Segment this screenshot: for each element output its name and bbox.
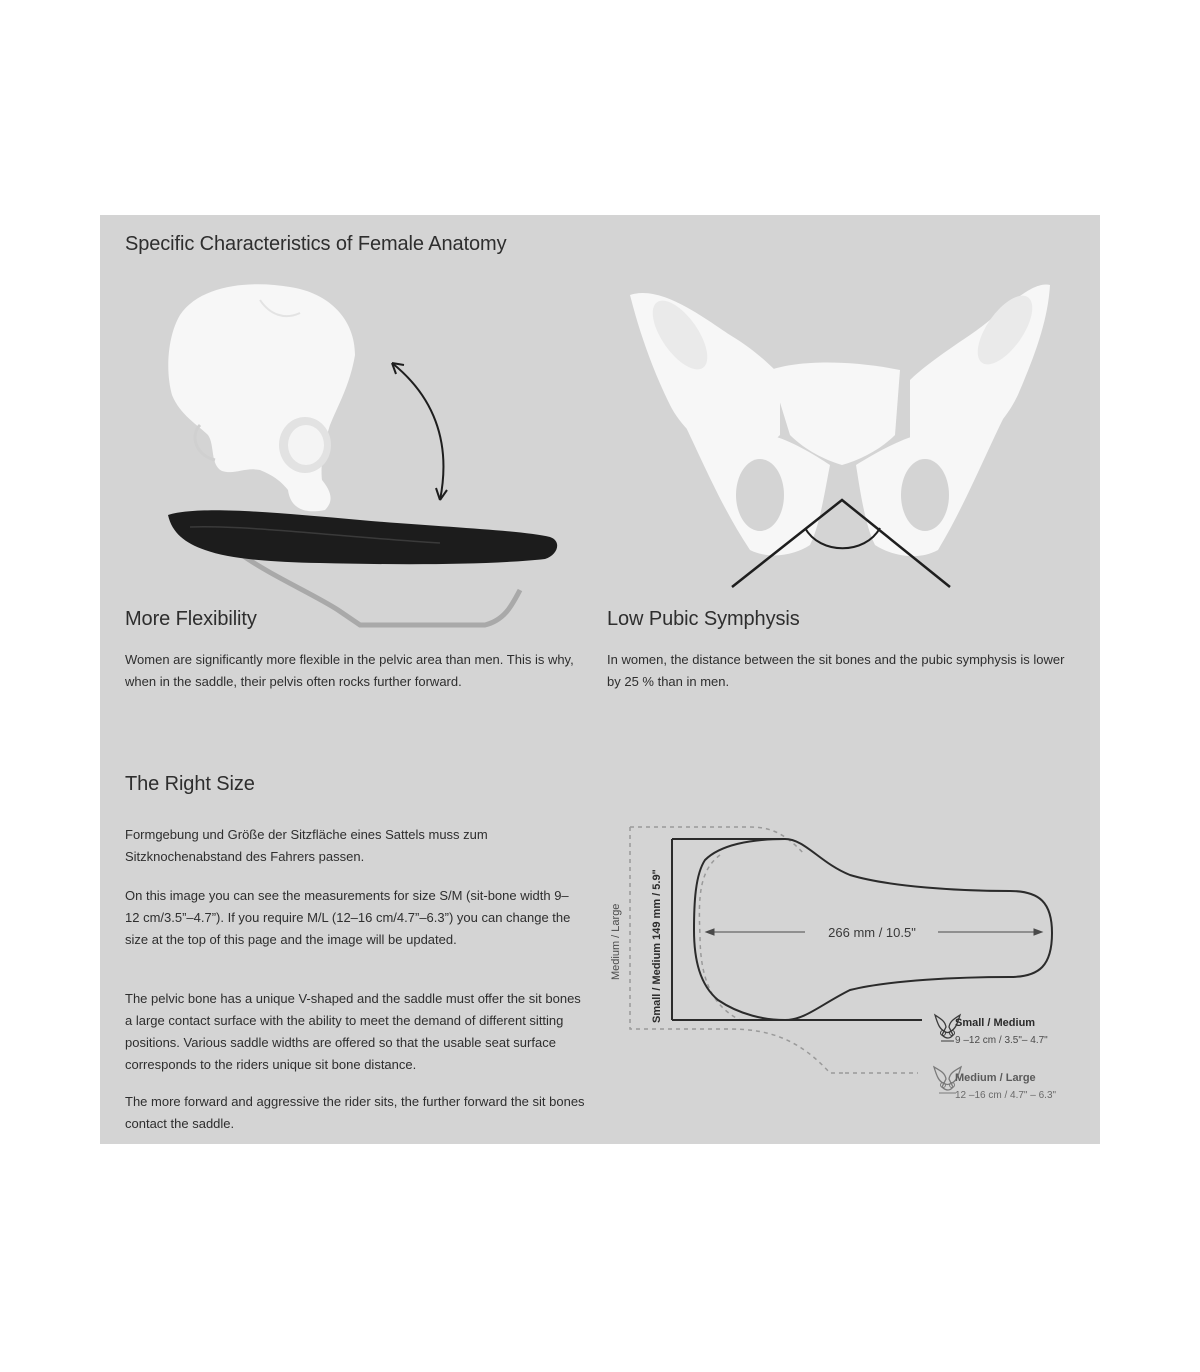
medium-large-width-label: Medium / Large	[610, 903, 622, 980]
legend-medium-large-name: Medium / Large	[955, 1072, 1036, 1084]
small-medium-width-label: Small / Medium 149 mm / 5.9"	[651, 869, 663, 1023]
right-size-paragraph-1: Formgebung und Größe der Sitzfläche eines Sattels muss zum Sitzknochenabstand des Fahrers passen.	[125, 827, 488, 864]
symphysis-heading: Low Pubic Symphysis	[607, 608, 800, 630]
symphysis-text: In women, the distance between the sit bones and the pubic symphysis is lower by 25 % than in men.	[607, 652, 1065, 689]
right-size-paragraph-3: The pelvic bone has a unique V-shaped and the saddle must offer the sit bones a large contact surface with the ability to meet the demand of different sitting positions. Various saddle widths are offered so that the usable seat surface corresponds to the riders unique sit bone distance.	[125, 991, 581, 1072]
section-title: Specific Characteristics of Female Anatomy	[125, 233, 507, 255]
flexibility-text: Women are significantly more flexible in the pelvic area than men. This is why, when in the saddle, their pelvis often rocks further forward.	[125, 652, 574, 689]
obturator-left	[736, 459, 784, 531]
right-size-heading: The Right Size	[125, 773, 255, 795]
flexibility-heading: More Flexibility	[125, 608, 257, 630]
legend-small-medium-range: 9 –12 cm / 3.5"– 4.7"	[955, 1035, 1048, 1046]
pelvis-rocking-arrow-icon	[392, 363, 447, 500]
pelvis-on-saddle-illustration	[160, 275, 580, 625]
legend-small-medium-name: Small / Medium	[955, 1017, 1036, 1029]
pelvis-front-illustration	[620, 275, 1060, 595]
saddle-size-diagram	[600, 815, 1090, 1115]
length-label: 266 mm / 10.5"	[828, 925, 916, 940]
right-size-paragraph-2: On this image you can see the measurements for size S/M (sit-bone width 9–12 cm/3.5”–4.7”). If you require M/L (12–16 cm/4.7”–6.3”) you can change the size at the top of this page and the image will be updated.	[125, 888, 571, 947]
obturator-right	[901, 459, 949, 531]
right-size-paragraph-4: The more forward and aggressive the rider sits, the further forward the sit bones contact the saddle.	[125, 1094, 585, 1131]
pelvis-side-bone	[168, 284, 355, 511]
content-panel	[100, 215, 1100, 1144]
legend-medium-large-range: 12 –16 cm / 4.7" – 6.3"	[955, 1090, 1057, 1101]
